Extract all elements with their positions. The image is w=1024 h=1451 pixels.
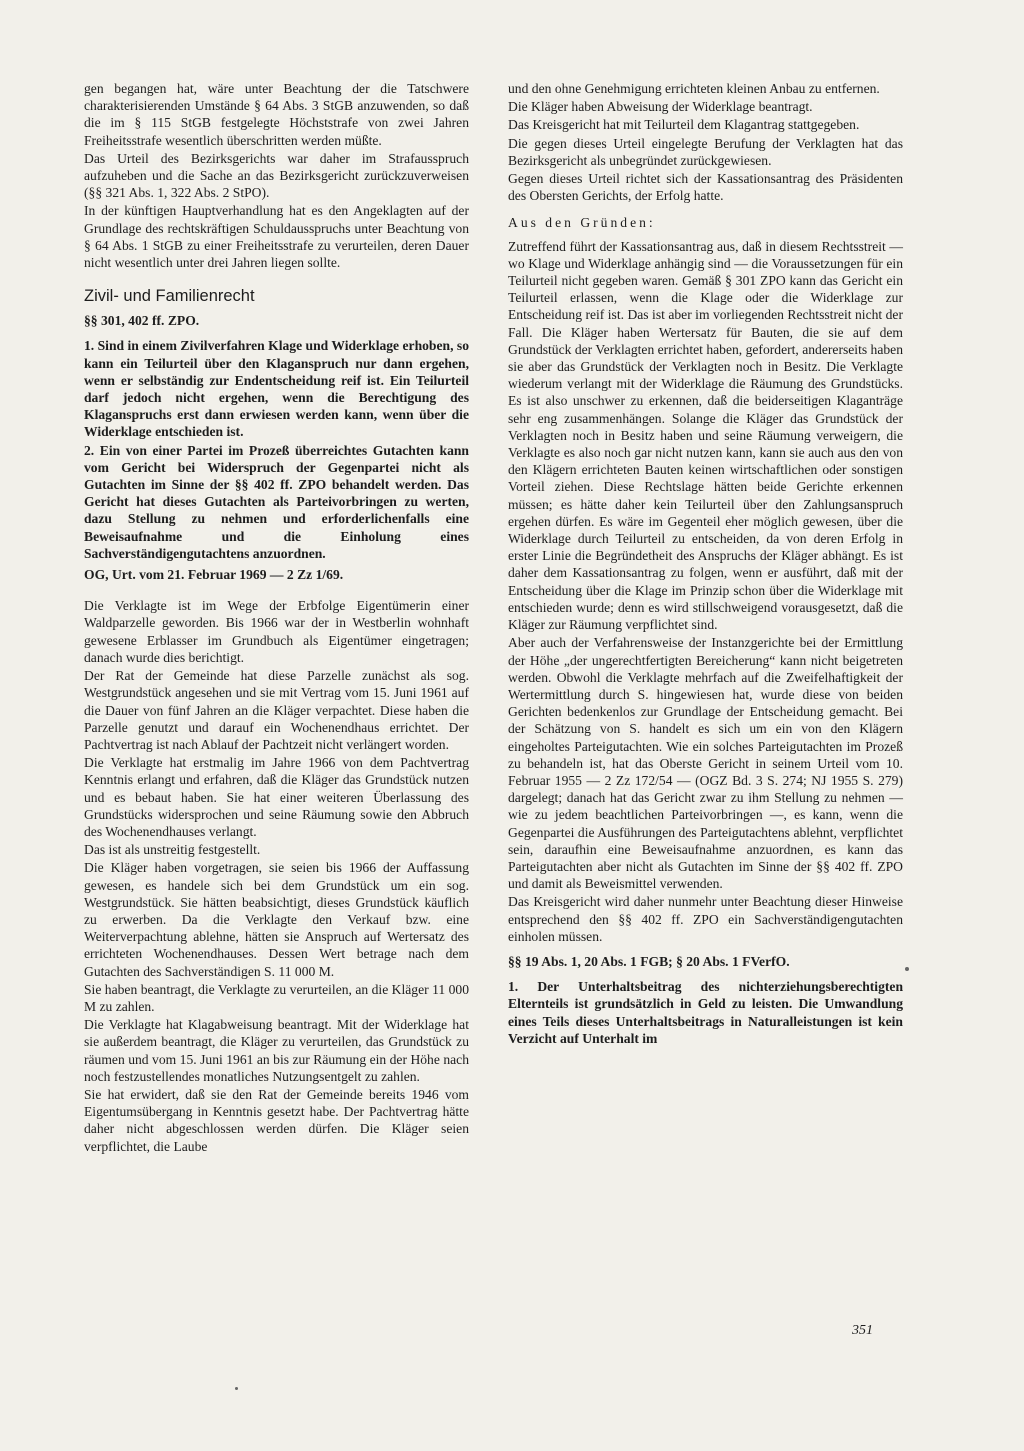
paragraph: Aber auch der Verfahrensweise der Instanzgerichte bei der Ermittlung der Höhe „der ungerechtfertigten Bereicherung“ kann nicht beigetreten werden. Obwohl die Verklagte mehrfach auf die Zweifelhaftigkeit der Wertermittlung durch S. hingewiesen hat, wurde diese von beiden Gerichten bedenkenlos zur Grundlage der Entscheidung gemacht. Bei der Schätzung von S. handelt es sich um ein von den Klägern eingeholtes Parteigutachten. Wie ein solches Parteigutachten im Prozeß zu behandeln ist, hat das Oberste Gericht in seinem Urteil vom 10. Februar 1955 — 2 Zz 172/54 — (OGZ Bd. 3 S. 274; NJ 1955 S. 279) dargelegt; danach hat das Gericht zwar zu ihm Stellung zu nehmen — wie zu jedem beachtlichen Parteivorbringen —, es kann, wenn die Gegenpartei die Ausführungen des Parteigutachtens ablehnt, verpflichtet sein, daraufhin eine Beweisaufnahme anzuordnen, es kann das Parteigutachten aber nicht als Gutachten im Sinne der §§ 402 ff. ZPO und damit als Beweismittel verwenden. bbox=[508, 635, 903, 892]
paragraph: Gegen dieses Urteil richtet sich der Kassationsantrag des Präsidenten des Obersten Gerichts, der Erfolg hatte. bbox=[508, 171, 903, 204]
paragraph: Der Rat der Gemeinde hat diese Parzelle zunächst als sog. Westgrundstück angesehen und sie mit Vertrag vom 15. Juni 1961 auf die Dauer von fünf Jahren an die Kläger verpachtet. Diese haben die Parzelle genutzt und darauf ein Wochenendhaus errichtet. Der Pachtvertrag ist nach Ablauf der Pachtzeit nicht verlängert worden. bbox=[84, 668, 469, 752]
paragraph: gen begangen hat, wäre unter Beachtung der die Tatschwere charakterisierenden Umstände § 64 Abs. 3 StGB anzuwenden, so daß die im § 115 StGB festgelegte Höchststrafe von zwei Jahren Freiheitsstrafe wesentlich überschritten werden müßte. bbox=[84, 81, 469, 148]
paragraph: Die Verklagte hat Klagabweisung beantragt. Mit der Widerklage hat sie außerdem beantragt, die Kläger zu verurteilen, das Grundstück zu räumen und vom 15. Juni 1961 an bis zur Räumung ein der Höhe nach noch festzustellendes monatliches Nutzungsentgelt zu zahlen. bbox=[84, 1017, 469, 1084]
paragraph: und den ohne Genehmigung errichteten kleinen Anbau zu entfernen. bbox=[508, 81, 880, 96]
paragraph: Zutreffend führt der Kassationsantrag aus, daß in diesem Rechtsstreit — wo Klage und Widerklage anhängig sind — die Voraussetzungen für ein Teilurteil nicht gegeben waren. Gemäß § 301 ZPO kann das Gericht ein Teilurteil erlassen, wenn die Klage oder die Widerklage zur Entscheidung reif ist. Das ist aber im vorliegenden Rechtsstreit nicht der Fall. Die Kläger haben Wertersatz für Bauten, die sie auf dem Grundstück der Verklagten errichtet haben, gefordert, andererseits haben sie aber das Grundstück der Verklagten noch in Besitz. Die Verklagte wiederum verlangt mit der Widerklage die Räumung des Grundstücks. Es ist also unschwer zu erkennen, daß die beiderseitigen Klaganträge sehr eng zusammenhängen. Solange die Kläger das Grundstück der Verklagten noch in Besitz haben und seine Räumung verweigern, die Verklagte es also noch gar nicht nutzen kann, kann sie auch aus den von den Klägern errichteten Bauten keinen wirtschaftlichen oder sonstigen Vorteil ziehen. Diese Rechtslage hätten beide Gerichte erkennen müssen; es hätte daher kein Teilurteil über den Zahlungsanspruch ergehen dürfen. Es wäre im Gegenteil eher möglich gewesen, über die Widerklage durch Teilurteil zu entscheiden, da von deren Erfolg in erster Linie die Begründetheit des Anspruchs der Kläger abhängt. Es ist daher dem Kassationsantrag zu folgen, wenn er ausführt, daß mit der Entscheidung über die Klage im Prinzip schon über die Widerklage mit entschieden wurde; denn es wird stillschweigend vorausgesetzt, daß die Kläger zur Räumung verpflichtet sind. bbox=[508, 238, 903, 633]
paragraph: Das Urteil des Bezirksgerichts war daher im Strafausspruch aufzuheben und die Sache an das Bezirksgericht zurückzuverweisen (§§ 321 Abs. 1, 322 Abs. 2 StPO). bbox=[84, 150, 469, 201]
paragraph: Sie hat erwidert, daß sie den Rat der Gemeinde bereits 1946 vom Eigentumsübergang in Kenntnis gesetzt habe. Der Pachtvertrag hätte daher nicht abgeschlossen werden dürfen. Die Kläger seien verpflichtet, die Laube bbox=[84, 1086, 469, 1154]
page-number: 351 bbox=[852, 1323, 873, 1338]
law-reference: §§ 19 Abs. 1, 20 Abs. 1 FGB; § 20 Abs. 1 FVerfO. bbox=[508, 953, 790, 969]
headnote-1: 1. Sind in einem Zivilverfahren Klage und Widerklage erhoben, so kann ein Teilurteil über den Klaganspruch nur dann ergehen, wenn er selbständig zur Endentscheidung reif ist. Ein Teilurteil darf jedoch nicht ergehen, wenn die Berechtigung des Klaganspruchs erst dann erwiesen werden kann, wenn über die Widerklage entschieden ist. bbox=[84, 338, 469, 440]
left-column bbox=[84, 80, 469, 1156]
section-title: Zivil- und Familienrecht bbox=[84, 287, 255, 306]
paragraph: Die Verklagte hat erstmalig im Jahre 1966 von dem Pachtvertrag Kenntnis erlangt und erfahren, daß die Kläger das Grundstück nutzen und es bebaut haben. Sie hat einer weiteren Überlassung des Grundstücks widersprochen und seine Räumung sowie den Abbruch des Wochenendhauses verlangt. bbox=[84, 755, 469, 839]
reasons-heading: Aus den Gründen: bbox=[508, 215, 656, 231]
paragraph: Die Kläger haben vorgetragen, sie seien bis 1966 der Auffassung gewesen, es handele sich bei dem Grundstück um ein sog. Westgrundstück. Sie hätten beabsichtigt, dieses Grundstück käuflich zu erwerben. Da die Verklagte den Verkauf bzw. eine Weiterverpachtung ablehne, hätten sie Anspruch auf Wertersatz des errichteten Wochenendhauses. Dessen Wert betrage nach dem Gutachten des Sachverständigen S. 11 000 M. bbox=[84, 860, 469, 979]
scan-speck bbox=[235, 1387, 238, 1390]
paragraph: Das Kreisgericht wird daher nunmehr unter Beachtung dieser Hinweise entsprechend den §§ 402 ff. ZPO ein Sachverständigengutachten einholen müssen. bbox=[508, 894, 903, 944]
paragraph: In der künftigen Hauptverhandlung hat es den Angeklagten auf der Grundlage des rechtskräftigen Schuldausspruchs unter Beachtung von § 64 Abs. 1 StGB zu einer Freiheitsstrafe zu verurteilen, deren Dauer nicht wesentlich unter drei Jahren liegen sollte. bbox=[84, 203, 469, 271]
scan-speck bbox=[905, 967, 909, 971]
headnote-3: 1. Der Unterhaltsbeitrag des nichterziehungsberechtigten Elternteils ist grundsätzlich in Geld zu leisten. Die Umwandlung eines Teils dieses Unterhaltsbeitrags in Naturalleistungen ist kein Verzicht auf Unterhalt im bbox=[508, 979, 903, 1046]
paragraph: Sie haben beantragt, die Verklagte zu verurteilen, an die Kläger 11 000 M zu zahlen. bbox=[84, 981, 469, 1014]
paragraph: Die gegen dieses Urteil eingelegte Berufung der Verklagten hat das Bezirksgericht als unbegründet zurückgewiesen. bbox=[508, 135, 903, 168]
paragraph: Die Verklagte ist im Wege der Erbfolge Eigentümerin einer Waldparzelle geworden. Bis 1966 war der in Westberlin wohnhaft gewesene Erblasser im Grundbuch als Eigentümer eingetragen; danach wurde dies berichtigt. bbox=[84, 598, 469, 665]
case-reference: OG, Urt. vom 21. Februar 1969 — 2 Zz 1/69. bbox=[84, 567, 344, 583]
right-column bbox=[508, 80, 903, 1048]
paragraph: Das ist als unstreitig festgestellt. bbox=[84, 842, 261, 858]
headnote-2: 2. Ein von einer Partei im Prozeß überreichtes Gutachten kann vom Gericht bei Widerspruch der Gegenpartei nicht als Gutachten im Sinne der §§ 402 ff. ZPO behandelt werden. Das Gericht hat dieses Gutachten als Parteivorbringen zu werten, dazu Stellung zu nehmen und erforderlichenfalls eine Beweisaufnahme und die Einholung eines Sachverständigengutachtens anzuordnen. bbox=[84, 442, 469, 561]
paragraph: Das Kreisgericht hat mit Teilurteil dem Klagantrag stattgegeben. bbox=[508, 117, 860, 133]
paragraph: Die Kläger haben Abweisung der Widerklage beantragt. bbox=[508, 99, 813, 115]
law-reference: §§ 301, 402 ff. ZPO. bbox=[84, 313, 200, 329]
